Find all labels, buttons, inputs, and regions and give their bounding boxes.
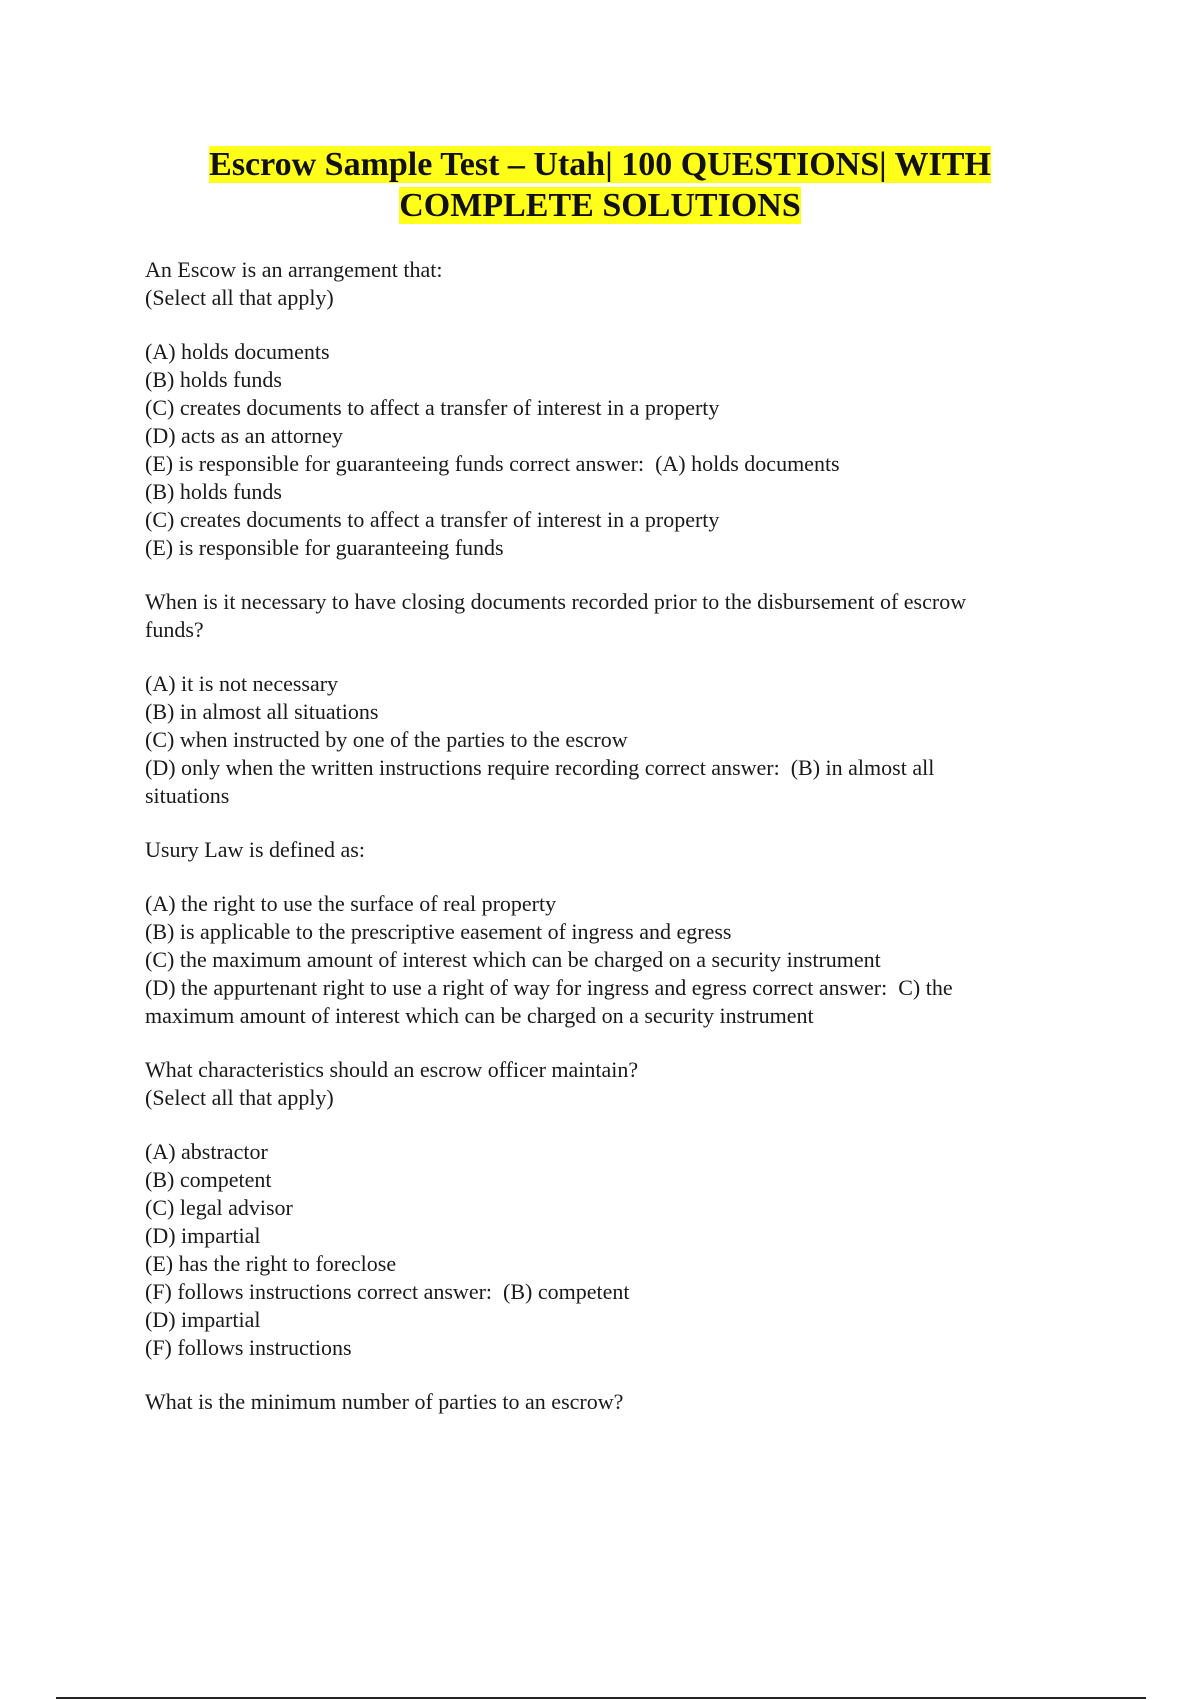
page-bottom-rule	[56, 1697, 1146, 1699]
option-line-answer: (E) is responsible for guaranteeing funds correct answer: (A) holds documents	[145, 451, 840, 476]
question-instruction: (Select all that apply)	[145, 1085, 334, 1110]
option-line: (D) impartial	[145, 1223, 261, 1248]
question-text: When is it necessary to have closing documents recorded prior to the disbursement of escrow	[145, 589, 967, 614]
question-1-prompt	[145, 256, 1065, 312]
question-5-prompt	[145, 1388, 1065, 1416]
page-title	[0, 144, 1200, 226]
option-line: (E) is responsible for guaranteeing funds	[145, 535, 504, 560]
option-line-answer: (D) only when the written instructions require recording correct answer: (B) in almost all	[145, 755, 935, 780]
option-line: (B) holds funds	[145, 479, 282, 504]
option-line: (C) the maximum amount of interest which can be charged on a security instrument	[145, 947, 881, 972]
option-line: (D) impartial	[145, 1307, 261, 1332]
option-line: (E) has the right to foreclose	[145, 1251, 397, 1276]
option-line: (B) competent	[145, 1167, 272, 1192]
question-list	[145, 256, 1065, 1442]
option-line: (A) holds documents	[145, 339, 330, 364]
question-2-prompt	[145, 588, 1065, 644]
option-line: (D) acts as an attorney	[145, 423, 343, 448]
option-line: (F) follows instructions	[145, 1335, 352, 1360]
question-2-options	[145, 670, 1065, 810]
option-line: (A) it is not necessary	[145, 671, 339, 696]
question-text: What is the minimum number of parties to an escrow?	[145, 1389, 624, 1414]
option-line: (B) in almost all situations	[145, 699, 379, 724]
question-1-options	[145, 338, 1065, 562]
question-3-prompt	[145, 836, 1065, 864]
question-instruction: (Select all that apply)	[145, 285, 334, 310]
option-line: (C) legal advisor	[145, 1195, 293, 1220]
option-line: maximum amount of interest which can be charged on a security instrument	[145, 1003, 814, 1028]
question-4-prompt	[145, 1056, 1065, 1112]
question-text: An Escow is an arrangement that:	[145, 257, 443, 282]
option-line: situations	[145, 783, 230, 808]
question-text: What characteristics should an escrow officer maintain?	[145, 1057, 639, 1082]
option-line-answer: (D) the appurtenant right to use a right of way for ingress and egress correct answer: C) the	[145, 975, 953, 1000]
option-line: (B) is applicable to the prescriptive easement of ingress and egress	[145, 919, 732, 944]
option-line: (C) creates documents to affect a transfer of interest in a property	[145, 395, 720, 420]
question-text-continued: funds?	[145, 617, 204, 642]
option-line: (C) when instructed by one of the parties to the escrow	[145, 727, 628, 752]
option-line: (A) abstractor	[145, 1139, 268, 1164]
question-text: Usury Law is defined as:	[145, 837, 365, 862]
title-line-1: Escrow Sample Test – Utah| 100 QUESTIONS| WITH	[209, 146, 991, 183]
question-3-options	[145, 890, 1065, 1030]
option-line: (A) the right to use the surface of real property	[145, 891, 557, 916]
option-line: (C) creates documents to affect a transfer of interest in a property	[145, 507, 720, 532]
title-line-2: COMPLETE SOLUTIONS	[399, 187, 801, 224]
option-line-answer: (F) follows instructions correct answer: (B) competent	[145, 1279, 630, 1304]
question-4-options	[145, 1138, 1065, 1362]
option-line: (B) holds funds	[145, 367, 282, 392]
